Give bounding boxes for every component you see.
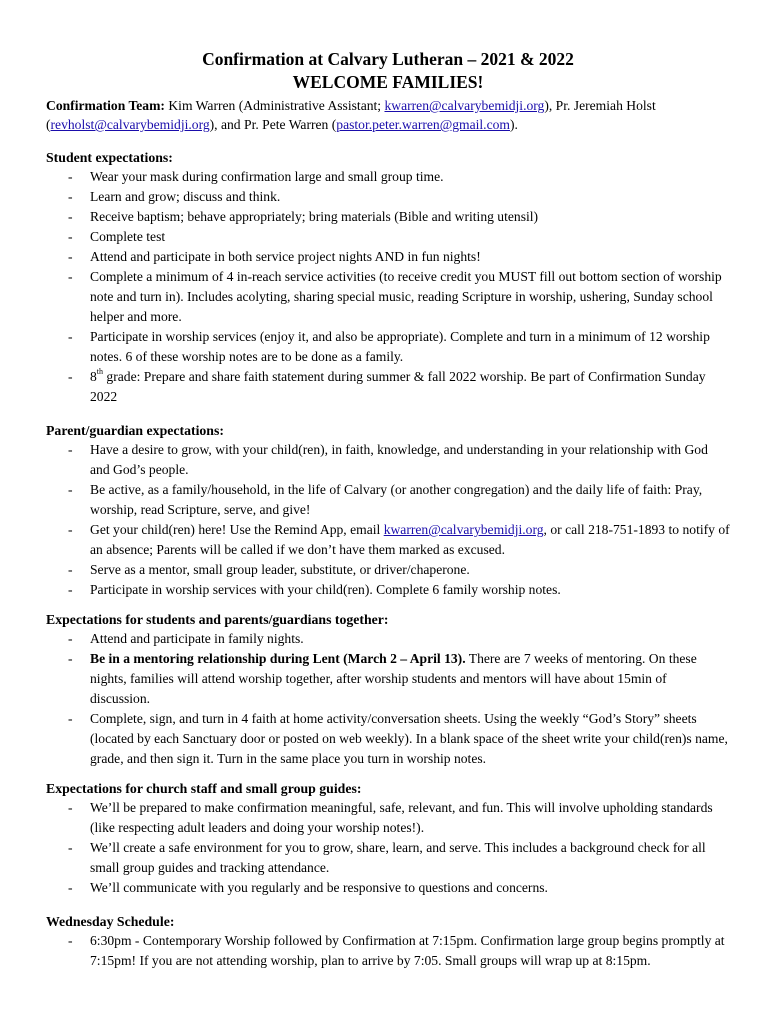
staff-expectations-heading: Expectations for church staff and small group guides: (46, 781, 362, 796)
email-link-revholst[interactable]: revholst@calvarybemidji.org (50, 117, 210, 132)
dash-bullet: - (68, 880, 73, 895)
list-item-text: Complete, sign, and turn in 4 faith at home activity/conversation sheets. Using the weekly “God’s Story” sheets (located by each Sanctuary door or posted on web weekly). In a blank space of the sheet write your child(ren)s name, grade, and then sign it. Turn in the same place you turn in worship notes. (90, 711, 728, 766)
list-item (46, 931, 730, 971)
dash-bullet: - (68, 269, 73, 284)
dash-bullet: - (68, 442, 73, 457)
mentoring-emphasis: Be in a mentoring relationship during Lent (March 2 – April 13). (90, 651, 466, 666)
parent-expectations-heading: Parent/guardian expectations: (46, 423, 224, 438)
team-label: Confirmation Team: (46, 98, 165, 113)
staff-expectations-list (46, 798, 730, 898)
list-item-text: Attend and participate in both service project nights AND in fun nights! (90, 249, 481, 264)
dash-bullet: - (68, 169, 73, 184)
list-item-text: , or call 218-751-1893 to notify of an absence; Parents will be called if we don’t have them marked as excused. (90, 522, 730, 557)
list-item (46, 798, 730, 838)
list-item-text: Participate in worship services (enjoy it, and also be appropriate). Complete and turn in a minimum of 12 worship notes. 6 of these worship notes are to be done as a family. (90, 329, 710, 364)
list-item-text: We’ll create a safe environment for you to grow, share, learn, and serve. This includes a background check for all small group guides and tracking attendance. (90, 840, 706, 875)
document-title (46, 48, 730, 94)
student-expectations-heading: Student expectations: (46, 150, 173, 165)
dash-bullet: - (68, 249, 73, 264)
student-expectations-section (46, 148, 730, 407)
list-item-text: We’ll be prepared to make confirmation meaningful, safe, relevant, and fun. This will involve upholding standards (like respecting adult leaders and doing your worship notes!). (90, 800, 713, 835)
team-text-4: ). (509, 117, 518, 132)
team-text-2: ), Pr. Jeremiah Holst ( (46, 98, 656, 132)
list-item (46, 267, 730, 327)
dash-bullet: - (68, 209, 73, 224)
list-item-text: 6:30pm - Contemporary Worship followed by Confirmation at 7:15pm. Confirmation large group begins promptly at 7:15pm! If you are not attending worship, plan to arrive by 7:05. Small groups will wrap up at 8:15pm. (90, 933, 725, 968)
title-line-1: Confirmation at Calvary Lutheran – 2021 & 2022 (202, 49, 574, 69)
list-item (46, 327, 730, 367)
grade-number: 8 (90, 369, 97, 384)
list-item-text: Be active, as a family/household, in the life of Calvary (or another congregation) and the daily life of faith: Pray, worship, read Scripture, serve, and give! (90, 482, 703, 517)
student-expectations-list (46, 167, 730, 407)
list-item (46, 878, 730, 898)
list-item-text: We’ll communicate with you regularly and be responsive to questions and concerns. (90, 880, 548, 895)
parent-expectations-section (46, 421, 730, 600)
team-text-1: Kim Warren (Administrative Assistant; (164, 98, 385, 113)
dash-bullet: - (68, 229, 73, 244)
list-item (46, 838, 730, 878)
email-link-pastor[interactable]: pastor.peter.warren@gmail.com (336, 117, 510, 132)
list-item (46, 207, 730, 227)
dash-bullet: - (68, 933, 73, 948)
staff-expectations-section (46, 779, 730, 898)
together-expectations-section (46, 610, 730, 769)
list-item-text: Learn and grow; discuss and think. (90, 189, 281, 204)
list-item (46, 649, 730, 709)
list-item (46, 167, 730, 187)
list-item-text: Receive baptism; behave appropriately; bring materials (Bible and writing utensil) (90, 209, 539, 224)
dash-bullet: - (68, 562, 73, 577)
list-item-text: Complete a minimum of 4 in-reach service activities (to receive credit you MUST fill out bottom section of worship note and turn in). Includes acolyting, sharing special music, reading Scripture in worship, ushering, Sunday school helper and more. (90, 269, 722, 324)
list-item-text: grade: Prepare and share faith statement during summer & fall 2022 worship. Be part of Confirmation Sunday 2022 (90, 369, 706, 404)
dash-bullet: - (68, 329, 73, 344)
list-item (46, 629, 730, 649)
together-expectations-heading: Expectations for students and parents/guardians together: (46, 612, 389, 627)
list-item (46, 367, 730, 407)
dash-bullet: - (68, 840, 73, 855)
list-item (46, 480, 730, 520)
wednesday-schedule-heading: Wednesday Schedule: (46, 914, 175, 929)
list-item (46, 227, 730, 247)
list-item-text: Participate in worship services with your child(ren). Complete 6 family worship notes. (90, 582, 561, 597)
list-item (46, 580, 730, 600)
list-item (46, 520, 730, 560)
confirmation-team (46, 96, 730, 134)
list-item-text: Complete test (90, 229, 166, 244)
list-item-text: There are 7 weeks of mentoring. On these nights, families will attend worship together, after worship students and mentors will have about 15min of discussion. (90, 651, 697, 706)
dash-bullet: - (68, 369, 73, 384)
list-item (46, 247, 730, 267)
parent-expectations-list (46, 440, 730, 600)
document-page (46, 48, 730, 971)
dash-bullet: - (68, 482, 73, 497)
dash-bullet: - (68, 631, 73, 646)
list-item (46, 440, 730, 480)
list-item-text: Have a desire to grow, with your child(ren), in faith, knowledge, and understanding in your relationship with God and God’s people. (90, 442, 708, 477)
list-item-text: Wear your mask during confirmation large and small group time. (90, 169, 444, 184)
dash-bullet: - (68, 522, 73, 537)
list-item (46, 560, 730, 580)
list-item (46, 187, 730, 207)
wednesday-schedule-section (46, 912, 730, 971)
list-item-text: Serve as a mentor, small group leader, substitute, or driver/chaperone. (90, 562, 470, 577)
list-item-text: Get your child(ren) here! Use the Remind App, email (90, 522, 384, 537)
dash-bullet: - (68, 582, 73, 597)
dash-bullet: - (68, 189, 73, 204)
dash-bullet: - (68, 800, 73, 815)
dash-bullet: - (68, 711, 73, 726)
team-text-3: ), and Pr. Pete Warren ( (209, 117, 337, 132)
email-link-kwarren[interactable]: kwarren@calvarybemidji.org (383, 522, 544, 537)
wednesday-schedule-list (46, 931, 730, 971)
dash-bullet: - (68, 651, 73, 666)
list-item (46, 709, 730, 769)
grade-suffix: th (96, 367, 104, 377)
together-expectations-list (46, 629, 730, 769)
title-line-2: WELCOME FAMILIES! (292, 72, 484, 92)
email-link-kwarren[interactable]: kwarren@calvarybemidji.org (384, 98, 545, 113)
list-item-text: Attend and participate in family nights. (90, 631, 304, 646)
